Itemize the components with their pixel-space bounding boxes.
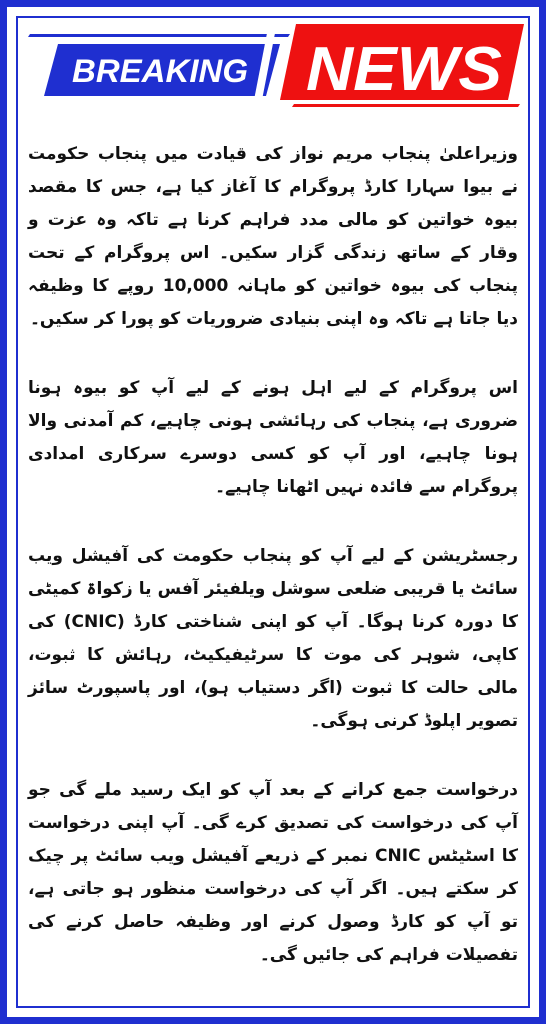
banner-stripe-bottom xyxy=(292,104,520,107)
breaking-news-banner xyxy=(0,0,546,125)
article-body xyxy=(28,138,518,1008)
banner-stripe-top xyxy=(28,34,290,37)
paragraph-eligibility: اس پروگرام کے لیے اہل ہونے کے لیے آپ کو بیوہ ہونا ضروری ہے، پنجاب کی رہائشی ہونی چاہیے، کم آمدنی والا ہونا چاہیے، اور آپ کو کسی دوسرے سرکاری امدادی پروگرام سے فائدہ نہیں اٹھانا چاہیے۔ xyxy=(28,378,518,497)
banner-breaking-text: BREAKING xyxy=(72,53,248,89)
banner-news-text: NEWS xyxy=(306,35,502,104)
paragraph-registration: رجسٹریشن کے لیے آپ کو پنجاب حکومت کی آفیشل ویب سائٹ یا قریبی ضلعی سوشل ویلفیئر آفس یا زکواۃ کمیٹی کا دورہ کرنا ہوگا۔ آپ کو اپنی شناختی کارڈ (CNIC) کی کاپی، شوہر کی موت کا سرٹیفیکیٹ، رہائش کا ثبوت، مالی حالت کا ثبوت (اگر دستیاب ہو)، اور پاسپورٹ سائز تصویر اپلوڈ کرنی ہوگی۔ xyxy=(28,546,518,731)
paragraph-intro: وزیراعلیٰ پنجاب مریم نواز کی قیادت میں پنجاب حکومت نے بیوا سہارا کارڈ پروگرام کا آغاز کیا ہے، جس کا مقصد بیوہ خواتین کو مالی مدد فراہم کرنا ہے تاکہ وہ عزت و وقار کے ساتھ زندگی گزار سکیں۔ اس پروگرام کے تحت پنجاب کی بیوہ خواتین کو ماہانہ 10,000 روپے کا وظیفہ دیا جاتا ہے تاکہ وہ اپنی بنیادی ضروریات کو پورا کر سکیں۔ xyxy=(28,144,518,329)
paragraph-status: درخواست جمع کرانے کے بعد آپ کو ایک رسید ملے گی جو آپ کی درخواست کی تصدیق کرے گی۔ آپ اپنی درخواست کا اسٹیٹس CNIC نمبر کے ذریعے آفیشل ویب سائٹ پر چیک کر سکتے ہیں۔ اگر آپ کی درخواست منظور ہو جاتی ہے، تو آپ کو کارڈ وصول کرنے اور وظیفہ حاصل کرنے کی تفصیلات فراہم کی جائیں گی۔ xyxy=(28,780,518,965)
